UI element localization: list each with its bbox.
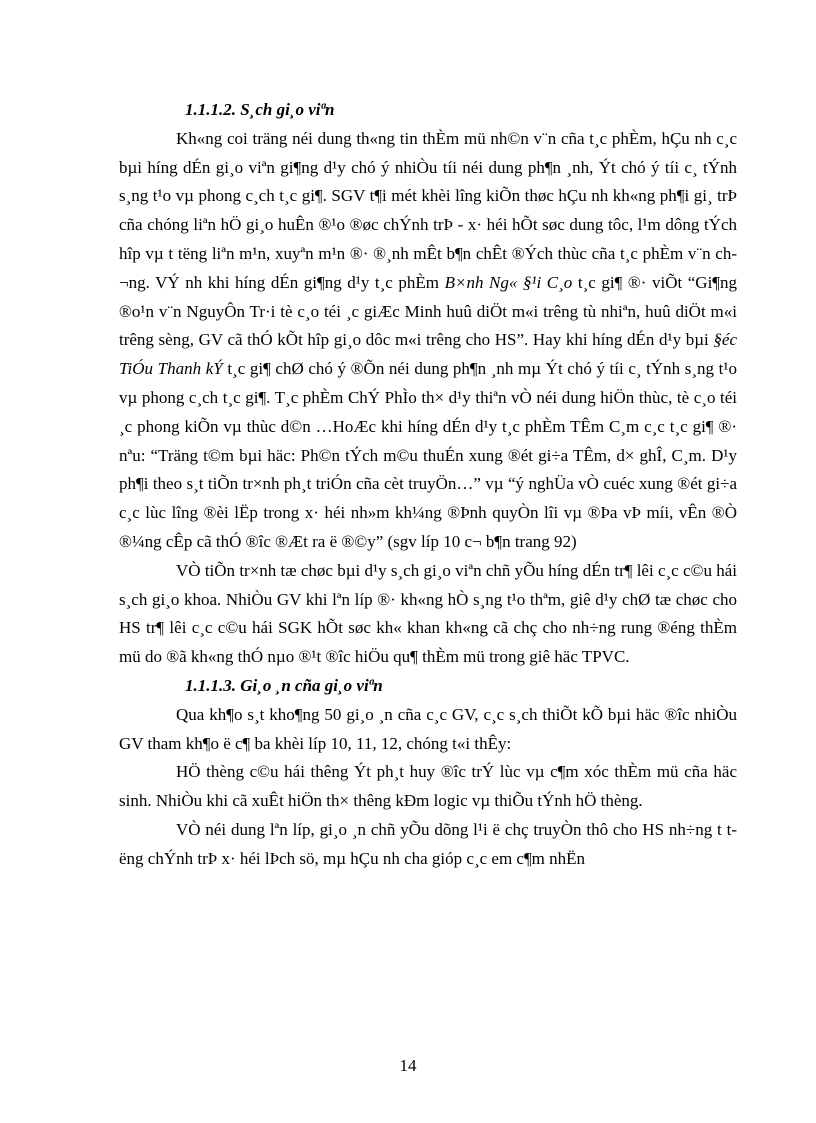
work-title: §éc TiÓu Thanh kÝ <box>119 330 738 379</box>
paragraph <box>119 125 737 557</box>
paragraph-text: t¸c gi¶ chØ chó ý ®Õn néi dung ph¶n ¸nh mµ Ýt chó ý tíi c¸ tÝnh s¸ng t¹o vµ phong c¸ch t¸c gi¶. T¸c phÈm ChÝ PhÌo th× d¹y thiªn vÒ néi dung hiÖn thùc, tè c¸o téi ¸c phong kiÕn vµ thùc d©n …HoÆc khi híng dÉn d¹y t¸c phÈm TÊm C¸m c¸c t¸c gi¶ ®· nªu: “Träng t©m bµi häc: Ph©n tÝch m©u thuÉn xung ®ét gi÷a TÊm, d× ghÎ, C¸m. D¹y ph¶i theo s¸t tiÕn tr×nh ph¸t triÓn cña cèt truyÖn…” vµ “ý nghÜa vÒ cuéc xung ®ét gi÷a c¸c lùc lîng ®èi lËp trong x· héi nh»m kh¼ng ®Þnh quyÒn lîi vµ ®Þa vÞ míi, vÊn ®Ò ®¼ng cÊp cã thÓ ®îc ®Æt ra ë ®©y” (sgv líp 10 c¬ b¶n trang 92) <box>119 359 737 551</box>
work-title: B×nh Ng« §¹i C¸o <box>444 272 573 292</box>
paragraph: VÒ tiÕn tr×nh tæ chøc bµi d¹y s¸ch gi¸o viªn chñ yÕu híng dÉn tr¶ lêi c¸c c©u hái s¸ch gi¸o khoa. NhiÒu GV khi lªn líp ®· kh«ng hÒ s¸ng t¹o thªm, giê d¹y chØ tæ chøc cho HS tr¶ lêi c¸c c©u hái SGK hÕt søc kh« khan kh«ng cã chç cho nh÷ng rung ®éng thÈm mü do ®ã kh«ng thÓ nµo ®¹t ®îc hiÖu qu¶ thÈm mü trong giê häc TPVC. <box>119 560 737 667</box>
paragraph-text: Kh«ng coi träng néi dung th«ng tin thÈm mü nh©n v¨n cña t¸c phÈm, hÇu nh c¸c bµi híng dÉn gi¸o viªn gi¶ng d¹y chó ý nhiÒu tíi néi dung ph¶n ¸nh, Ýt chó ý tíi c¸ tÝnh s¸ng t¹o vµ phong c¸ch t¸c gi¶. SGV t¶i mét khèi lîng kiÕn thøc hÇu nh kh«ng ph¶i gi¸ trÞ cña chóng liªn hÖ gi¸o huÊn ®¹o ®øc chÝnh trÞ - x· héi hÕt søc dung tôc, l¹m dông tÝch hîp vµ t tëng liªn m¹n, xuyªn m¹n ®· ®¸nh mÊt b¶n chÊt ®Ých thùc cña t¸c phÈm v¨n ch¬ng. VÝ nh khi híng dÉn gi¶ng d¹y t¸c phÈm <box>119 128 737 292</box>
section-heading-teacher-book: 1.1.1.2. S¸ch gi¸o viªn <box>185 100 335 119</box>
paragraph-text: t¸c gi¶ ®· viÕt “Gi¶ng ®o¹n v¨n NguyÔn Tr·i tè c¸o téi ¸c giÆc Minh huû diÖt m«i trêng tù nhiªn, huû diÖt m«i trêng sèng, GV cã thÓ kÕt hîp gi¸o dôc m«i trêng cho HS”. Hay khi híng dÉn d¹y bµi <box>119 272 738 350</box>
page-number: 14 <box>399 1056 417 1075</box>
body-text <box>119 96 737 874</box>
paragraph: HÖ thèng c©u hái thêng Ýt ph¸t huy ®îc trÝ lùc vµ c¶m xóc thÈm mü cña häc sinh. NhiÒu khi cã xuÊt hiÖn th× thêng kÐm logic vµ thiÕu tÝnh hÖ thèng. <box>119 762 737 811</box>
paragraph: VÒ néi dung lªn líp, gi¸o ¸n chñ yÕu dõng l¹i ë chç truyÒn thô cho HS nh÷ng t tëng chÝnh trÞ x· héi lÞch sö, mµ hÇu nh cha gióp c¸c em c¶m nhËn <box>119 819 737 868</box>
section-heading-lesson-plan: 1.1.1.3. Gi¸o ¸n cña gi¸o viªn <box>185 675 383 695</box>
paragraph: Qua kh¶o s¸t kho¶ng 50 gi¸o ¸n cña c¸c GV, c¸c s¸ch thiÕt kÕ bµi häc ®îc nhiÒu GV tham kh¶o ë c¶ ba khèi líp 10, 11, 12, chóng t«i thÊy: <box>119 704 737 753</box>
